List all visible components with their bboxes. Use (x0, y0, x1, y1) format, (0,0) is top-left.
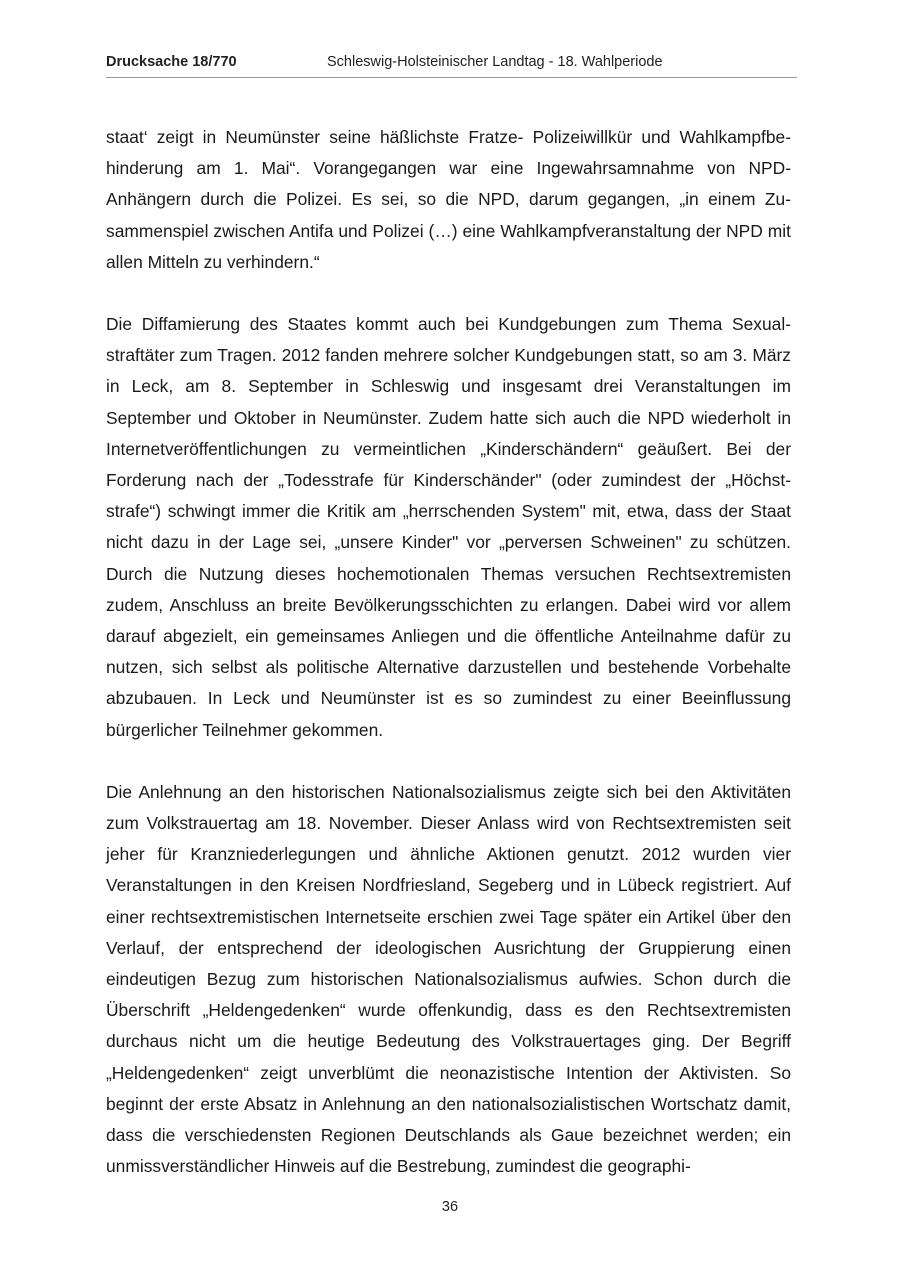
body-text (106, 122, 791, 1214)
document-number: Drucksache 18/770 (106, 54, 237, 70)
paragraph: Die Anlehnung an den historischen Nationalsozialismus zeigte sich bei den Aktivitäten zum Volkstrauertag am 18. November. Dieser Anlass wird von Rechtsextremisten seit jeher für Kranzniederlegungen und ähnliche Aktionen genutzt. 2012 wurden vier Veranstaltungen in den Kreisen Nordfriesland, Segeberg und in Lübeck registriert. Auf einer rechtsextremistischen Internetseite erschien zwei Tage später ein Artikel über den Verlauf, der entsprechend der ideologischen Ausrichtung der Gruppierung einen eindeutigen Bezug zum historischen Nationalsozialismus aufwies. Schon durch die Überschrift „Heldengedenken“ wurde offenkundig, dass es den Rechtsextremisten durchaus nicht um die heutige Bedeutung des Volkstrauertages ging. Der Begriff „Heldengedenken“ zeigt unverblümt die neonazistische Intention der Aktivisten. So beginnt der erste Absatz in Anlehnung an den nationalsozialistischen Wortschatz damit, dass die verschiedensten Regionen Deutschlands als Gaue bezeichnet werden; ein unmissverständlicher Hinweis auf die Bestrebung, zumindest die geographi- (106, 781, 791, 1177)
paragraph: staat‘ zeigt in Neumünster seine häßlichste Fratze- Polizeiwillkür und Wahlkampfbehinderung am 1. Mai“. Vorangegangen war eine Ingewahrsamnahme von NPD-Anhängern durch die Polizei. Es sei, so die NPD, darum gegangen, „in einem Zusammenspiel zwischen Antifa und Polizei (…) eine Wahlkampfveranstaltung der NPD mit allen Mitteln zu verhindern.“ (106, 127, 791, 272)
paragraph: Die Diffamierung des Staates kommt auch bei Kundgebungen zum Thema Sexualstraftäter zum Tragen. 2012 fanden mehrere solcher Kundgebungen statt, so am 3. März in Leck, am 8. September in Schleswig und insgesamt drei Veranstaltungen im September und Oktober in Neumünster. Zudem hatte sich auch die NPD wiederholt in Internetveröffentlichungen zu vermeintlichen „Kinderschändern“ geäußert. Bei der Forderung nach der „Todesstrafe für Kinderschänder" (oder zumindest der „Höchststrafe“) schwingt immer die Kritik am „herrschenden System" mit, etwa, dass der Staat nicht dazu in der Lage sei, „unsere Kinder" vor „perversen Schweinen" zu schützen. Durch die Nutzung dieses hochemotionalen Themas versuchen Rechtsextremisten zudem, Anschluss an breite Bevölkerungsschichten zu erlangen. Dabei wird vor allem darauf abgezielt, ein gemeinsames Anliegen und die öffentliche Anteilnahme dafür zu nutzen, sich selbst als politische Alternative darzustellen und bestehende Vorbehalte abzubauen. In Leck und Neumünster ist es so zumindest zu einer Beeinflussung bürgerlicher Teilnehmer gekommen. (106, 314, 791, 740)
parliament-title: Schleswig-Holsteinischer Landtag - 18. Wahlperiode (327, 54, 663, 70)
page-header (106, 50, 797, 78)
page-number: 36 (441, 1199, 459, 1215)
